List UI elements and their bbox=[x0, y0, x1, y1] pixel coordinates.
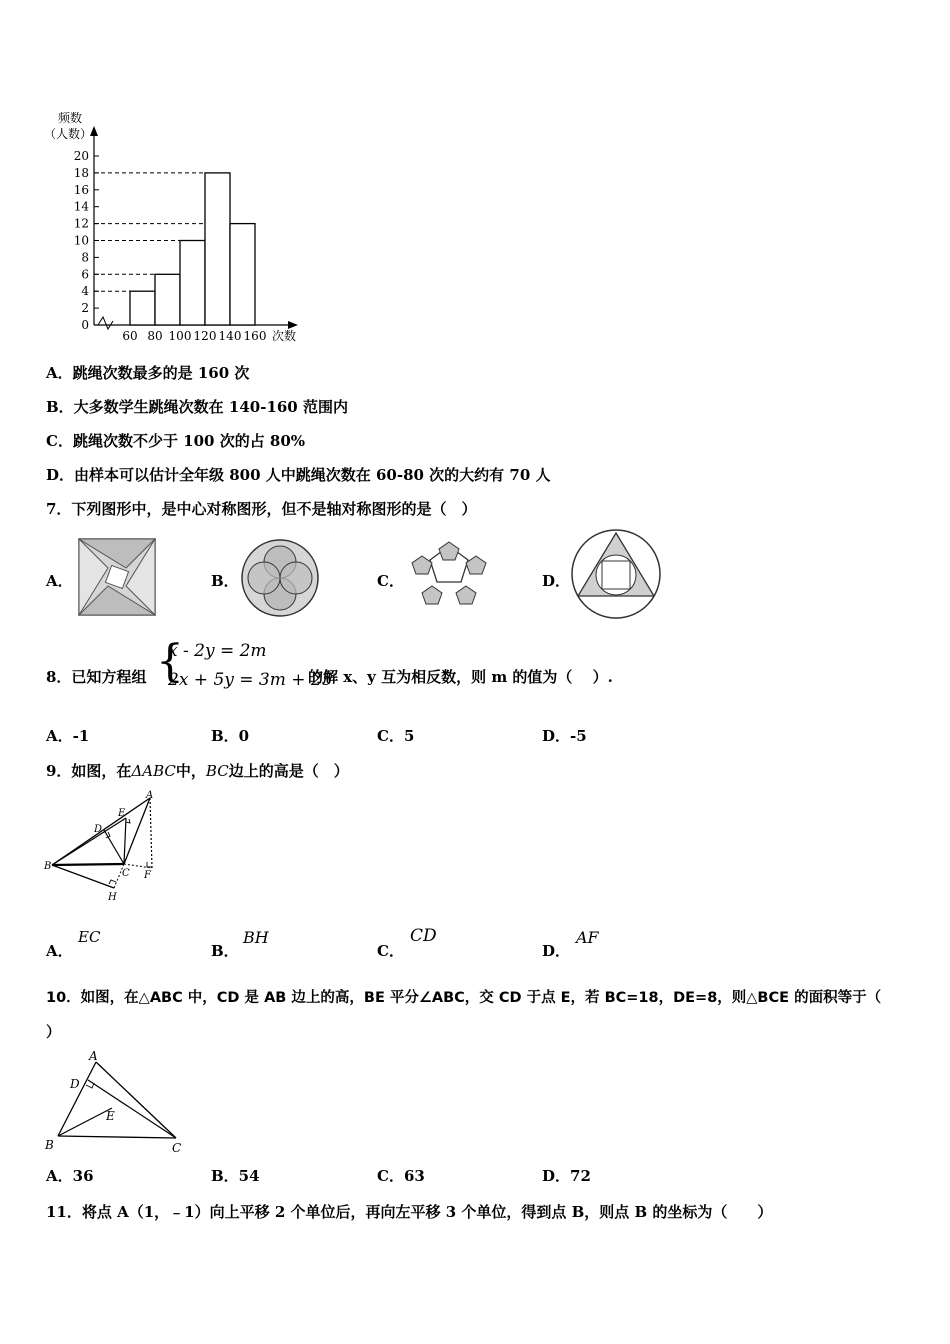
q10-point-b: B bbox=[45, 1138, 54, 1152]
q9-option-b-value[interactable]: BH bbox=[243, 928, 269, 947]
q9-point-d: D bbox=[94, 824, 103, 835]
q7-stem: 7．下列图形中，是中心对称图形，但不是轴对称图形的是（ ） bbox=[46, 500, 477, 518]
x-tick-label: 60 bbox=[122, 329, 138, 343]
q8-option-d[interactable]: D．-5 bbox=[542, 727, 587, 745]
histogram-bar bbox=[130, 291, 155, 325]
q7-figure-c-pentagons[interactable] bbox=[408, 540, 490, 616]
x-ticks bbox=[122, 329, 266, 343]
y-tick-label: 4 bbox=[81, 284, 89, 299]
q9-option-a-value[interactable]: EC bbox=[78, 928, 101, 946]
q6-option-a[interactable]: A．跳绳次数最多的是 160 次 bbox=[46, 364, 250, 382]
q7-option-d-label[interactable]: D． bbox=[542, 572, 571, 590]
q6-option-b[interactable]: B．大多数学生跳绳次数在 140-160 范围内 bbox=[46, 398, 348, 416]
q9-point-e: E bbox=[118, 808, 126, 819]
q9-triangle-figure bbox=[42, 790, 172, 905]
q7-figure-a-pinwheel-square[interactable] bbox=[78, 538, 156, 616]
y-tick-label: 16 bbox=[73, 182, 89, 197]
y-tick-label: 20 bbox=[73, 149, 89, 163]
q9-suffix: 边上的高是（ ） bbox=[228, 762, 349, 780]
q9-option-b-label[interactable]: B． bbox=[211, 942, 239, 960]
q9-triangle: ΔABC bbox=[131, 762, 176, 780]
q8-option-b[interactable]: B．0 bbox=[211, 727, 250, 745]
q10-option-d[interactable]: D．72 bbox=[542, 1167, 591, 1185]
q9-option-d-value[interactable]: AF bbox=[576, 928, 599, 947]
q8-option-a[interactable]: A．-1 bbox=[46, 727, 90, 745]
q9-mid: 中， bbox=[175, 762, 206, 780]
q7-option-b-label[interactable]: B． bbox=[211, 572, 239, 590]
q9-point-a: A bbox=[146, 790, 154, 801]
q10-point-a: A bbox=[89, 1049, 98, 1063]
q10-option-a[interactable]: A．36 bbox=[46, 1167, 94, 1185]
y-axis-label-line1: 频数 bbox=[58, 111, 83, 125]
histogram-bars bbox=[130, 173, 255, 325]
q10-point-d: D bbox=[70, 1077, 80, 1091]
q10-point-c: C bbox=[172, 1141, 182, 1155]
q10-option-c[interactable]: C．63 bbox=[377, 1167, 425, 1185]
q8-equation-2: 2x + 5y = 3m + 25 bbox=[168, 670, 333, 690]
q8-prefix: 8．已知方程组 bbox=[46, 668, 147, 686]
q7-figure-b-circle-petals[interactable] bbox=[240, 538, 320, 618]
q9-option-a-label[interactable]: A． bbox=[46, 942, 73, 960]
x-tick-label: 140 bbox=[218, 329, 242, 343]
frequency-histogram bbox=[40, 100, 320, 345]
y-tick-label: 18 bbox=[73, 165, 89, 180]
y-tick-label: 12 bbox=[73, 216, 89, 231]
q9-side: BC bbox=[205, 762, 229, 780]
y-axis-label-line2: （人数） bbox=[44, 127, 93, 141]
q9-point-b: B bbox=[44, 861, 52, 872]
q9-stem bbox=[46, 760, 349, 781]
q9-option-c-value[interactable]: CD bbox=[410, 926, 437, 946]
q10-option-b[interactable]: B．54 bbox=[211, 1167, 260, 1185]
q9-point-h: H bbox=[108, 892, 117, 903]
y-tick-label: 0 bbox=[81, 318, 89, 332]
x-tick-label: 80 bbox=[147, 329, 163, 343]
y-tick-label: 8 bbox=[81, 250, 89, 265]
q8-suffix: 的解 x、y 互为相反数，则 m 的值为（ ）. bbox=[308, 668, 613, 686]
y-tick-label: 2 bbox=[81, 301, 89, 316]
q10-triangle-figure bbox=[40, 1048, 190, 1158]
q7-figure-d-circle-triangle[interactable] bbox=[570, 528, 662, 620]
q9-point-f: F bbox=[144, 870, 151, 881]
x-tick-label: 120 bbox=[193, 329, 217, 343]
q8-equation-1: x - 2y = 2m bbox=[168, 641, 267, 661]
histogram-bar bbox=[155, 274, 180, 325]
q9-option-c-label[interactable]: C． bbox=[377, 942, 404, 960]
q9-point-c: C bbox=[122, 868, 130, 879]
x-tick-label: 100 bbox=[168, 329, 192, 343]
q6-option-d[interactable]: D．由样本可以估计全年级 800 人中跳绳次数在 60-80 次的大约有 70 人 bbox=[46, 466, 551, 484]
histogram-bar bbox=[180, 241, 205, 326]
q10-point-e: E bbox=[106, 1109, 115, 1123]
histogram-bar bbox=[230, 224, 255, 325]
q7-option-c-label[interactable]: C． bbox=[377, 572, 404, 590]
y-tick-label: 6 bbox=[81, 267, 89, 282]
x-tick-label: 160 bbox=[243, 329, 267, 343]
q8-system-brace: { bbox=[156, 636, 184, 687]
q10-stem-line2: ） bbox=[46, 1025, 61, 1041]
y-tick-label: 14 bbox=[73, 199, 89, 214]
x-axis-arrow bbox=[288, 321, 298, 329]
q9-option-d-label[interactable]: D． bbox=[542, 942, 571, 960]
x-axis-label: 次数 bbox=[272, 329, 297, 343]
q6-option-c[interactable]: C．跳绳次数不少于 100 次的占 80% bbox=[46, 432, 306, 450]
axis-break-mark bbox=[98, 317, 113, 329]
q11-stem: 11．将点 A（1，﹣1）向上平移 2 个单位后，再向左平移 3 个单位，得到点 B，则点 B 的坐标为（ ） bbox=[46, 1203, 773, 1221]
q9-prefix: 9．如图，在 bbox=[46, 762, 132, 780]
q10-stem-line1: 10．如图，在△ABC 中，CD 是 AB 边上的高，BE 平分∠ABC，交 CD 于点 E，若 BC=18，DE=8，则△BCE 的面积等于（ bbox=[46, 990, 882, 1006]
q7-option-a-label[interactable]: A． bbox=[46, 572, 73, 590]
y-tick-label: 10 bbox=[73, 233, 89, 248]
histogram-bar bbox=[205, 173, 230, 325]
q8-option-c[interactable]: C．5 bbox=[377, 727, 415, 745]
